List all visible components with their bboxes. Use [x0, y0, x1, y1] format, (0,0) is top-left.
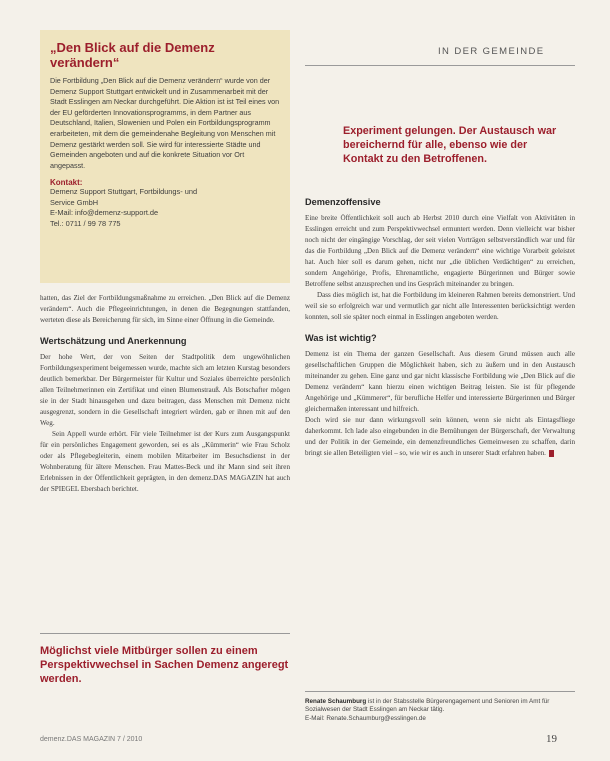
author-email[interactable]: E-Mail: Renate.Schaumburg@esslingen.de [305, 714, 426, 722]
pull-quote: Möglichst viele Mitbürger sollen zu einem Perspektivwechsel in Sachen Demenz angeregt werden. [40, 633, 290, 699]
contact-line: Service GmbH [50, 197, 99, 207]
body-paragraph: Eine breite Öffentlichkeit soll auch ab Herbst 2010 durch eine Vielfalt von Aktivitäten in Esslingen erreicht und zum Perspektivwechsel ermuntert werden. Denn vielleicht war bisher noch nicht der eingängige Vorschlag, der seit vielen Vorträgen selbstverständlich war und für das die Fortbildung „Den Blick auf die Demenz verändern“ eine wichtige Vorarbeit geleistet hat. Auch hier soll es darum gehen, nicht nur „die üblichen Verdächtigen“ zu erreichen, sondern Angehörige, Profis, Ehrenamtliche, engagierte Bürgerinnen und Bürger sowie Betroffene selbst anzusprechen und ins Gespräch miteinander zu bringen. [305, 214, 575, 288]
body-paragraph: Sein Appell wurde erhört. Für viele Teilnehmer ist der Kurs zum Ausgangspunkt für ein persönliches Engagement geworden, sei es als „Kümmerin“ wie Frau Scholz oder als Pflegebegleiterin, einem mobilen Mitarbeiter im Besuchsdienst in der Wohnberatung für ältere Menschen. Frau Mattes-Beck und ihr Mann sind seit ihren Erlebnissen in der Öffentlichkeit geprägten, in den demenz.DAS MAGAZIN hat auch der SPIEGEL Ebersbach berichtet. [40, 430, 290, 493]
contact-title: Kontakt: [50, 178, 83, 188]
author-description: ist in der Stabsstelle Bürgerengagement und Senioren im Amt für Sozialwesen der Stadt Esslingen am Neckar tätig. [305, 698, 550, 714]
info-box-title: „Den Blick auf die Demenz verändern“ [50, 40, 215, 70]
body-paragraph: Dass dies möglich ist, hat die Fortbildung im kleineren Rahmen bereits demonstriert. Und weil sie so erfolgreich war und vermutlich gar nicht alle Interessenten berücksichtigt werden konnten, soll sie später noch einmal in Esslingen angeboten werden. [305, 291, 575, 321]
info-box-text: Die Fortbildung „Den Blick auf die Demenz verändern“ wurde von der Demenz Support Stuttgart entwickelt und in Zusammenarbeit mit der Stadt Esslingen am Neckar durchgeführt. Die Aktion ist ist Teil eines von der EU geförderten Innovationsprogramms, in dem Partner aus Deutschland, Italien, Slowenien und Polen ein Fortbildungsprogramm erarbeiteten, mit dem die gemeindenahe Begleitung von Menschen mit Demenz gestärkt werden soll. Sie wird für interessierte Städte und Gemeinden angeboten und auf die konkrete Situation vor Ort angepasst. [50, 76, 280, 170]
contact-email[interactable]: E-Mail: info@demenz-support.de [50, 208, 159, 218]
pull-quote: Experiment gelungen. Der Austausch war bereichernd für alle, ebenso wie der Kontakt zu den Betroffenen. [343, 125, 557, 165]
contact-phone: Tel.: 0711 / 99 78 775 [50, 218, 121, 228]
author-box [305, 691, 575, 723]
body-paragraph [305, 415, 575, 459]
divider [305, 65, 575, 66]
section-heading: Was ist wichtig? [305, 333, 377, 343]
contact-line: Demenz Support Stuttgart, Fortbildungs- und [50, 187, 198, 197]
info-box [40, 30, 290, 283]
author-bio [305, 698, 575, 715]
section-heading: Wertschätzung und Anerkennung [40, 336, 187, 346]
page-number: 19 [546, 733, 557, 745]
body-paragraph: hatten, das Ziel der Fortbildungsmaßnahme zu erreichen. „Den Blick auf die Demenz verändern“. Auch die Pflegeeinrichtungen, in denen die Begegnungen stattfanden, werteten diese als Bereicherung für sich, im Sinne einer Öffnung in die Gemeinde. [40, 294, 290, 324]
left-column [40, 293, 290, 495]
body-paragraph: Demenz ist ein Thema der ganzen Gesellschaft. Aus diesem Grund müssen auch alle gesellschaftlichen Gruppen die Möglichkeit haben, sich zu äußern und in den Austausch miteinander zu gehen. Eine ganz und gar nicht klassische Fortbildung wie „Den Blick auf die Demenz verändern“ kann hierzu einen wichtigen Beitrag leisten. Sie ist für pflegende Angehörige und „Kümmerer“, für berufliche Helfer und interessierte Bürgerinnen und Bürger gleichermaßen interessant und hilfreich. [305, 350, 575, 413]
right-column [305, 197, 575, 459]
section-heading: Demenzoffensive [305, 197, 381, 207]
section-label: IN DER GEMEINDE [438, 46, 545, 57]
author-name: Renate Schaumburg [305, 698, 367, 705]
footer-magazine-info: demenz.DAS MAGAZIN 7 / 2010 [40, 736, 143, 743]
body-text: Doch wird sie nur dann wirkungsvoll sein können, wenn sie nicht als Eintagsfliege daherkommt. Ich lade also eingebunden in die Bemühungen der Bürgerschaft, der Verwaltung und der Politik in der Gemeinde, ein demenzfreundliches Gemeinwesen zu schaffen, darin bringt sie allen Beteiligten viel – so, wie wir es auch in unserer Stadt erfahren haben. [305, 416, 575, 457]
end-of-article-mark [549, 450, 554, 457]
body-paragraph: Der hohe Wert, der von Seiten der Stadtpolitik dem ungewöhnlichen Fortbildungsexperiment beigemessen wurde, machte sich am letzten Kurstag besonders deutlich bemerkbar. Der Bürgermeister für Kultur und Soziales überreichte persönlich allen Teilnehmerinnen ein Zertifikat und einen Blumenstrauß. Als Botschafter mögen sie in der Stadt hinausgehen und dazu beitragen, dass Menschen mit Demenz nicht ausgegrenzt, sondern in die Gesellschaft integriert würden, gab er ihnen mit auf den Weg. [40, 353, 290, 427]
